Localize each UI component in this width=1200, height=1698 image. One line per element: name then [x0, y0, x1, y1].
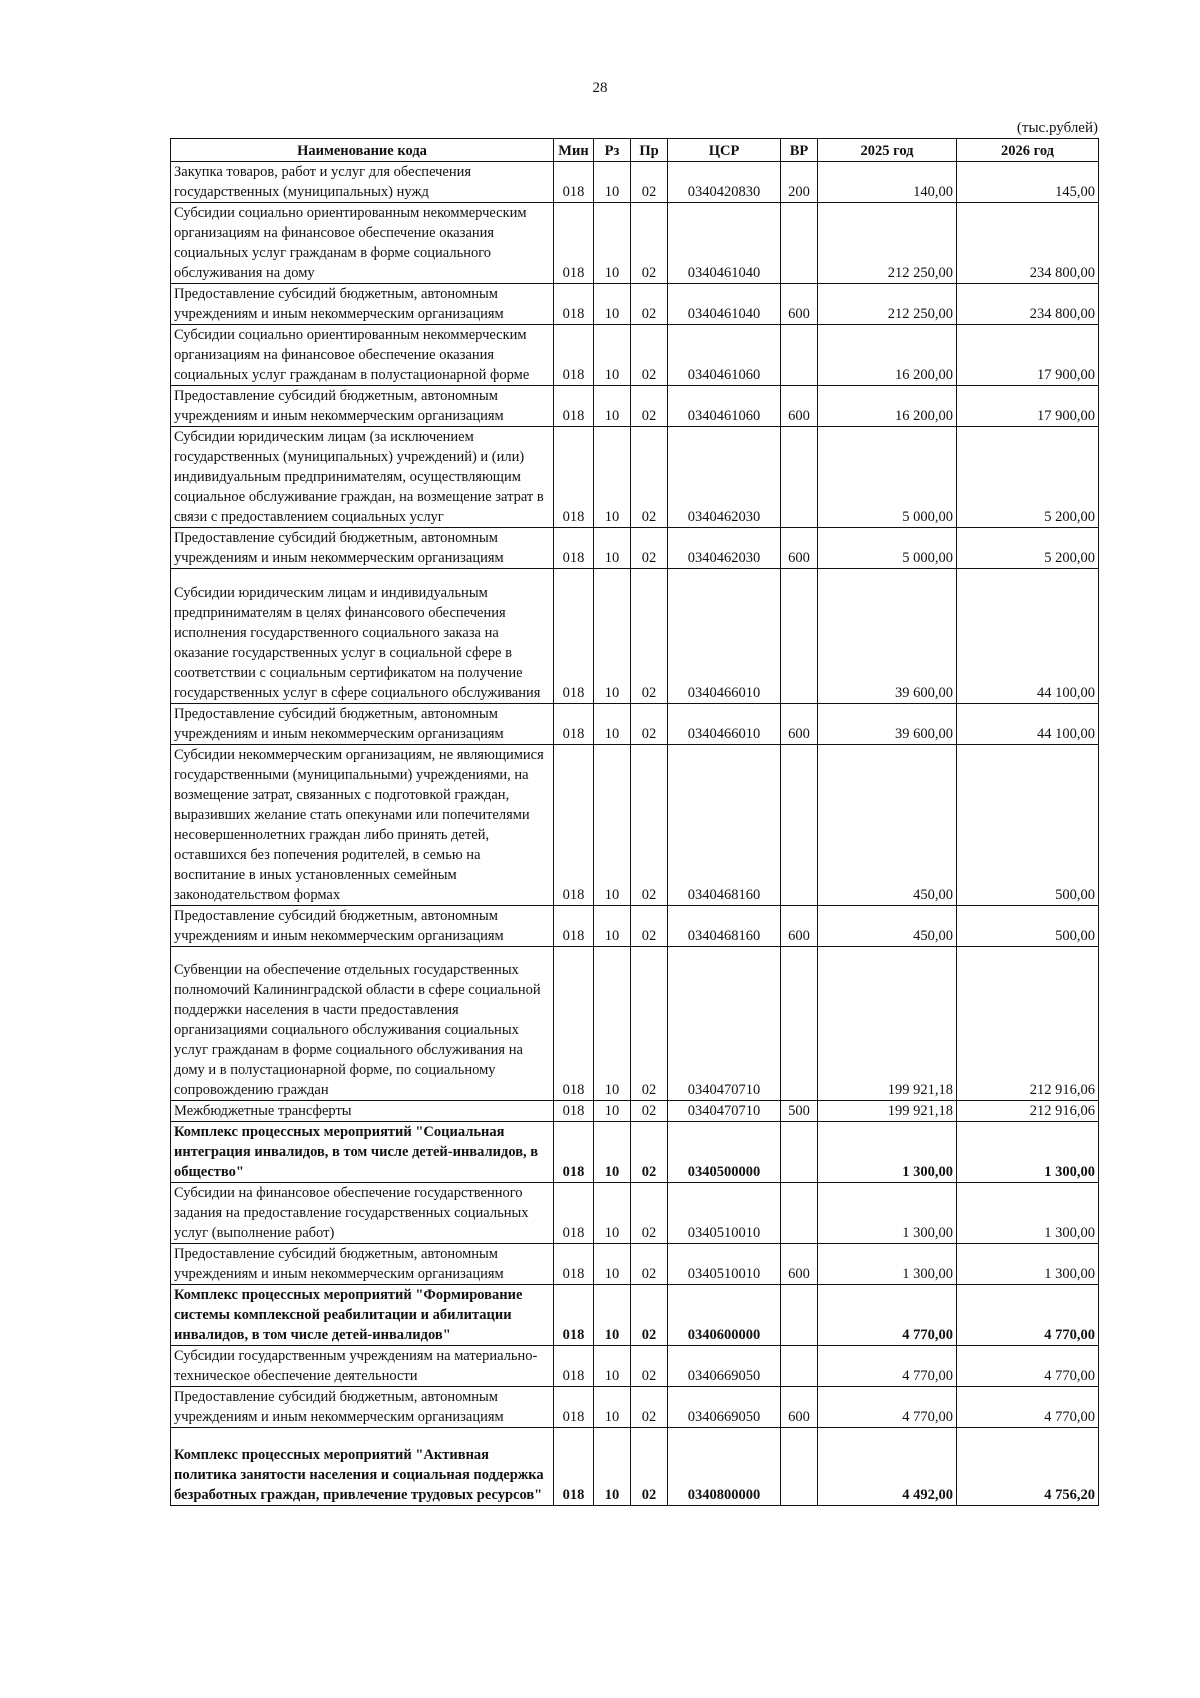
cell-vr: [781, 1346, 818, 1387]
cell-2026: 4 770,00: [957, 1285, 1099, 1346]
cell-csr: 0340470710: [668, 1101, 781, 1122]
page-number: 28: [592, 80, 608, 96]
cell-name: Предоставление субсидий бюджетным, автономным учреждениям и иным некоммерческим организациям: [171, 284, 554, 325]
cell-rz: 10: [594, 906, 631, 947]
cell-pr: 02: [631, 1244, 668, 1285]
cell-vr: [781, 325, 818, 386]
cell-pr: 02: [631, 1101, 668, 1122]
cell-rz: 10: [594, 284, 631, 325]
cell-csr: 0340420830: [668, 162, 781, 203]
cell-vr: 600: [781, 906, 818, 947]
cell-2026: 1 300,00: [957, 1183, 1099, 1244]
cell-csr: 0340461040: [668, 203, 781, 284]
cell-vr: [781, 1122, 818, 1183]
cell-2025: 16 200,00: [818, 325, 957, 386]
table-row: [171, 284, 1099, 325]
cell-rz: 10: [594, 528, 631, 569]
cell-rz: 10: [594, 427, 631, 528]
col-header-name: Наименование кода: [171, 139, 554, 162]
cell-rz: 10: [594, 1346, 631, 1387]
cell-pr: 02: [631, 745, 668, 906]
cell-min: 018: [554, 1285, 594, 1346]
cell-2026: 5 200,00: [957, 528, 1099, 569]
col-header-2026: 2026 год: [957, 139, 1099, 162]
cell-csr: 0340800000: [668, 1428, 781, 1506]
cell-vr: [781, 1285, 818, 1346]
cell-rz: 10: [594, 1285, 631, 1346]
cell-csr: 0340470710: [668, 947, 781, 1101]
cell-pr: 02: [631, 1387, 668, 1428]
cell-rz: 10: [594, 386, 631, 427]
cell-rz: 10: [594, 1244, 631, 1285]
cell-2025: 1 300,00: [818, 1244, 957, 1285]
cell-name: Предоставление субсидий бюджетным, автономным учреждениям и иным некоммерческим организациям: [171, 704, 554, 745]
cell-2025: 1 300,00: [818, 1122, 957, 1183]
cell-name: Субсидии государственным учреждениям на материально-техническое обеспечение деятельности: [171, 1346, 554, 1387]
cell-rz: 10: [594, 704, 631, 745]
cell-2026: 1 300,00: [957, 1244, 1099, 1285]
cell-2025: 199 921,18: [818, 947, 957, 1101]
cell-csr: 0340468160: [668, 906, 781, 947]
cell-csr: 0340462030: [668, 427, 781, 528]
cell-name: Комплекс процессных мероприятий "Активная политика занятости населения и социальная поддержка безработных граждан, привлечение трудовых ресурсов": [171, 1428, 554, 1506]
cell-min: 018: [554, 947, 594, 1101]
cell-min: 018: [554, 1387, 594, 1428]
cell-csr: 0340461040: [668, 284, 781, 325]
cell-vr: 600: [781, 284, 818, 325]
cell-2025: 4 770,00: [818, 1346, 957, 1387]
cell-2025: 4 492,00: [818, 1428, 957, 1506]
col-header-min: Мин: [554, 139, 594, 162]
cell-vr: 600: [781, 528, 818, 569]
cell-min: 018: [554, 906, 594, 947]
cell-pr: 02: [631, 1346, 668, 1387]
cell-pr: 02: [631, 906, 668, 947]
cell-vr: 600: [781, 386, 818, 427]
cell-pr: 02: [631, 569, 668, 704]
cell-2026: 17 900,00: [957, 325, 1099, 386]
cell-pr: 02: [631, 1428, 668, 1506]
cell-2025: 1 300,00: [818, 1183, 957, 1244]
cell-vr: [781, 745, 818, 906]
cell-min: 018: [554, 427, 594, 528]
table-row: [171, 569, 1099, 704]
cell-rz: 10: [594, 569, 631, 704]
cell-2025: 5 000,00: [818, 427, 957, 528]
table-row: [171, 1183, 1099, 1244]
cell-csr: 0340600000: [668, 1285, 781, 1346]
table-row: [171, 745, 1099, 906]
cell-pr: 02: [631, 325, 668, 386]
cell-2025: 39 600,00: [818, 704, 957, 745]
table-row: [171, 1285, 1099, 1346]
cell-csr: 0340510010: [668, 1183, 781, 1244]
table-row: [171, 906, 1099, 947]
cell-2026: 500,00: [957, 745, 1099, 906]
cell-pr: 02: [631, 1285, 668, 1346]
cell-min: 018: [554, 1122, 594, 1183]
table-row: [171, 704, 1099, 745]
cell-2026: 4 770,00: [957, 1387, 1099, 1428]
cell-vr: [781, 1183, 818, 1244]
table-row: [171, 1428, 1099, 1506]
cell-2025: 4 770,00: [818, 1285, 957, 1346]
cell-2026: 4 756,20: [957, 1428, 1099, 1506]
cell-2025: 140,00: [818, 162, 957, 203]
cell-csr: 0340466010: [668, 704, 781, 745]
cell-csr: 0340468160: [668, 745, 781, 906]
cell-name: Предоставление субсидий бюджетным, автономным учреждениям и иным некоммерческим организациям: [171, 386, 554, 427]
col-header-csr: ЦСР: [668, 139, 781, 162]
cell-rz: 10: [594, 325, 631, 386]
cell-2026: 234 800,00: [957, 284, 1099, 325]
budget-table: [170, 138, 1099, 1506]
cell-pr: 02: [631, 947, 668, 1101]
table-row: [171, 1122, 1099, 1183]
cell-name: Субвенции на обеспечение отдельных государственных полномочий Калининградской области в сфере социальной поддержки населения в части предоставления организациями социального обслуживания социальных услуг гражданам в форме социального обслуживания на дому и в полустационарной форме, по социальному сопровождению граждан: [171, 947, 554, 1101]
cell-vr: [781, 947, 818, 1101]
cell-2025: 39 600,00: [818, 569, 957, 704]
cell-name: Предоставление субсидий бюджетным, автономным учреждениям и иным некоммерческим организациям: [171, 528, 554, 569]
cell-csr: 0340500000: [668, 1122, 781, 1183]
cell-2025: 16 200,00: [818, 386, 957, 427]
cell-2025: 450,00: [818, 906, 957, 947]
cell-vr: 600: [781, 1244, 818, 1285]
cell-name: Предоставление субсидий бюджетным, автономным учреждениям и иным некоммерческим организациям: [171, 906, 554, 947]
table-row: [171, 427, 1099, 528]
table-row: [171, 325, 1099, 386]
cell-2026: 212 916,06: [957, 1101, 1099, 1122]
unit-note: (тыс.рублей): [1016, 120, 1098, 136]
cell-vr: [781, 427, 818, 528]
cell-rz: 10: [594, 1122, 631, 1183]
cell-vr: 200: [781, 162, 818, 203]
cell-2025: 450,00: [818, 745, 957, 906]
table-body: [171, 162, 1099, 1506]
table-row: [171, 203, 1099, 284]
table-row: [171, 1387, 1099, 1428]
cell-vr: [781, 203, 818, 284]
cell-min: 018: [554, 1101, 594, 1122]
cell-2025: 212 250,00: [818, 284, 957, 325]
col-header-pr: Пр: [631, 139, 668, 162]
cell-csr: 0340669050: [668, 1346, 781, 1387]
cell-csr: 0340462030: [668, 528, 781, 569]
cell-pr: 02: [631, 203, 668, 284]
cell-pr: 02: [631, 704, 668, 745]
cell-pr: 02: [631, 427, 668, 528]
cell-csr: 0340461060: [668, 325, 781, 386]
cell-pr: 02: [631, 162, 668, 203]
cell-2025: 5 000,00: [818, 528, 957, 569]
cell-min: 018: [554, 1183, 594, 1244]
cell-2026: 500,00: [957, 906, 1099, 947]
table-row: [171, 162, 1099, 203]
cell-2026: 4 770,00: [957, 1346, 1099, 1387]
cell-min: 018: [554, 325, 594, 386]
cell-name: Межбюджетные трансферты: [171, 1101, 554, 1122]
cell-pr: 02: [631, 284, 668, 325]
cell-2025: 4 770,00: [818, 1387, 957, 1428]
cell-name: Субсидии некоммерческим организациям, не являющимися государственными (муниципальными) учреждениями, на возмещение затрат, связанных с подготовкой граждан, выразивших желание стать опекунами или попечителями несовершеннолетних граждан либо принять детей, оставшихся без попечения родителей, в семью на воспитание в иных установленных семейным законодательством формах: [171, 745, 554, 906]
table-row: [171, 1101, 1099, 1122]
cell-min: 018: [554, 1428, 594, 1506]
cell-min: 018: [554, 162, 594, 203]
cell-name: Субсидии социально ориентированным некоммерческим организациям на финансовое обеспечение оказания социальных услуг гражданам в полустационарной форме: [171, 325, 554, 386]
cell-csr: 0340461060: [668, 386, 781, 427]
table-row: [171, 1346, 1099, 1387]
cell-csr: 0340466010: [668, 569, 781, 704]
cell-2026: 17 900,00: [957, 386, 1099, 427]
table-row: [171, 1244, 1099, 1285]
cell-min: 018: [554, 1244, 594, 1285]
cell-2026: 1 300,00: [957, 1122, 1099, 1183]
cell-min: 018: [554, 569, 594, 704]
cell-pr: 02: [631, 386, 668, 427]
cell-rz: 10: [594, 1101, 631, 1122]
cell-name: Субсидии юридическим лицам (за исключением государственных (муниципальных) учреждений) и (или) индивидуальным предпринимателям, осуществляющим социальное обслуживание граждан, на возмещение затрат в связи с предоставлением социальных услуг: [171, 427, 554, 528]
cell-pr: 02: [631, 528, 668, 569]
cell-pr: 02: [631, 1122, 668, 1183]
cell-min: 018: [554, 1346, 594, 1387]
cell-name: Субсидии юридическим лицам и индивидуальным предпринимателям в целях финансового обеспечения исполнения государственного социального заказа на оказание государственных услуг в социальной сфере в соответствии с социальным сертификатом на получение государственных услуг в сфере социального обслуживания: [171, 569, 554, 704]
cell-rz: 10: [594, 1428, 631, 1506]
cell-name: Закупка товаров, работ и услуг для обеспечения государственных (муниципальных) нужд: [171, 162, 554, 203]
cell-rz: 10: [594, 947, 631, 1101]
cell-2026: 44 100,00: [957, 704, 1099, 745]
cell-min: 018: [554, 203, 594, 284]
header-row: [171, 139, 1099, 162]
cell-min: 018: [554, 284, 594, 325]
cell-name: Комплекс процессных мероприятий "Формирование системы комплексной реабилитации и абилитации инвалидов, в том числе детей-инвалидов": [171, 1285, 554, 1346]
col-header-2025: 2025 год: [818, 139, 957, 162]
cell-vr: 500: [781, 1101, 818, 1122]
cell-rz: 10: [594, 1183, 631, 1244]
cell-pr: 02: [631, 1183, 668, 1244]
cell-2025: 212 250,00: [818, 203, 957, 284]
cell-rz: 10: [594, 1387, 631, 1428]
cell-min: 018: [554, 704, 594, 745]
cell-min: 018: [554, 528, 594, 569]
cell-name: Комплекс процессных мероприятий "Социальная интеграция инвалидов, в том числе детей-инвалидов, в общество": [171, 1122, 554, 1183]
table-row: [171, 947, 1099, 1101]
col-header-rz: Рз: [594, 139, 631, 162]
cell-2026: 234 800,00: [957, 203, 1099, 284]
cell-min: 018: [554, 386, 594, 427]
cell-vr: 600: [781, 704, 818, 745]
cell-min: 018: [554, 745, 594, 906]
cell-vr: [781, 569, 818, 704]
cell-2026: 5 200,00: [957, 427, 1099, 528]
cell-vr: 600: [781, 1387, 818, 1428]
cell-name: Предоставление субсидий бюджетным, автономным учреждениям и иным некоммерческим организациям: [171, 1244, 554, 1285]
cell-2025: 199 921,18: [818, 1101, 957, 1122]
cell-name: Предоставление субсидий бюджетным, автономным учреждениям и иным некоммерческим организациям: [171, 1387, 554, 1428]
table-row: [171, 528, 1099, 569]
cell-name: Субсидии на финансовое обеспечение государственного задания на предоставление государственных социальных услуг (выполнение работ): [171, 1183, 554, 1244]
cell-2026: 212 916,06: [957, 947, 1099, 1101]
cell-name: Субсидии социально ориентированным некоммерческим организациям на финансовое обеспечение оказания социальных услуг гражданам в форме социального обслуживания на дому: [171, 203, 554, 284]
cell-2026: 145,00: [957, 162, 1099, 203]
cell-rz: 10: [594, 745, 631, 906]
table-row: [171, 386, 1099, 427]
cell-2026: 44 100,00: [957, 569, 1099, 704]
cell-csr: 0340510010: [668, 1244, 781, 1285]
cell-rz: 10: [594, 203, 631, 284]
cell-vr: [781, 1428, 818, 1506]
col-header-vr: ВР: [781, 139, 818, 162]
cell-rz: 10: [594, 162, 631, 203]
cell-csr: 0340669050: [668, 1387, 781, 1428]
